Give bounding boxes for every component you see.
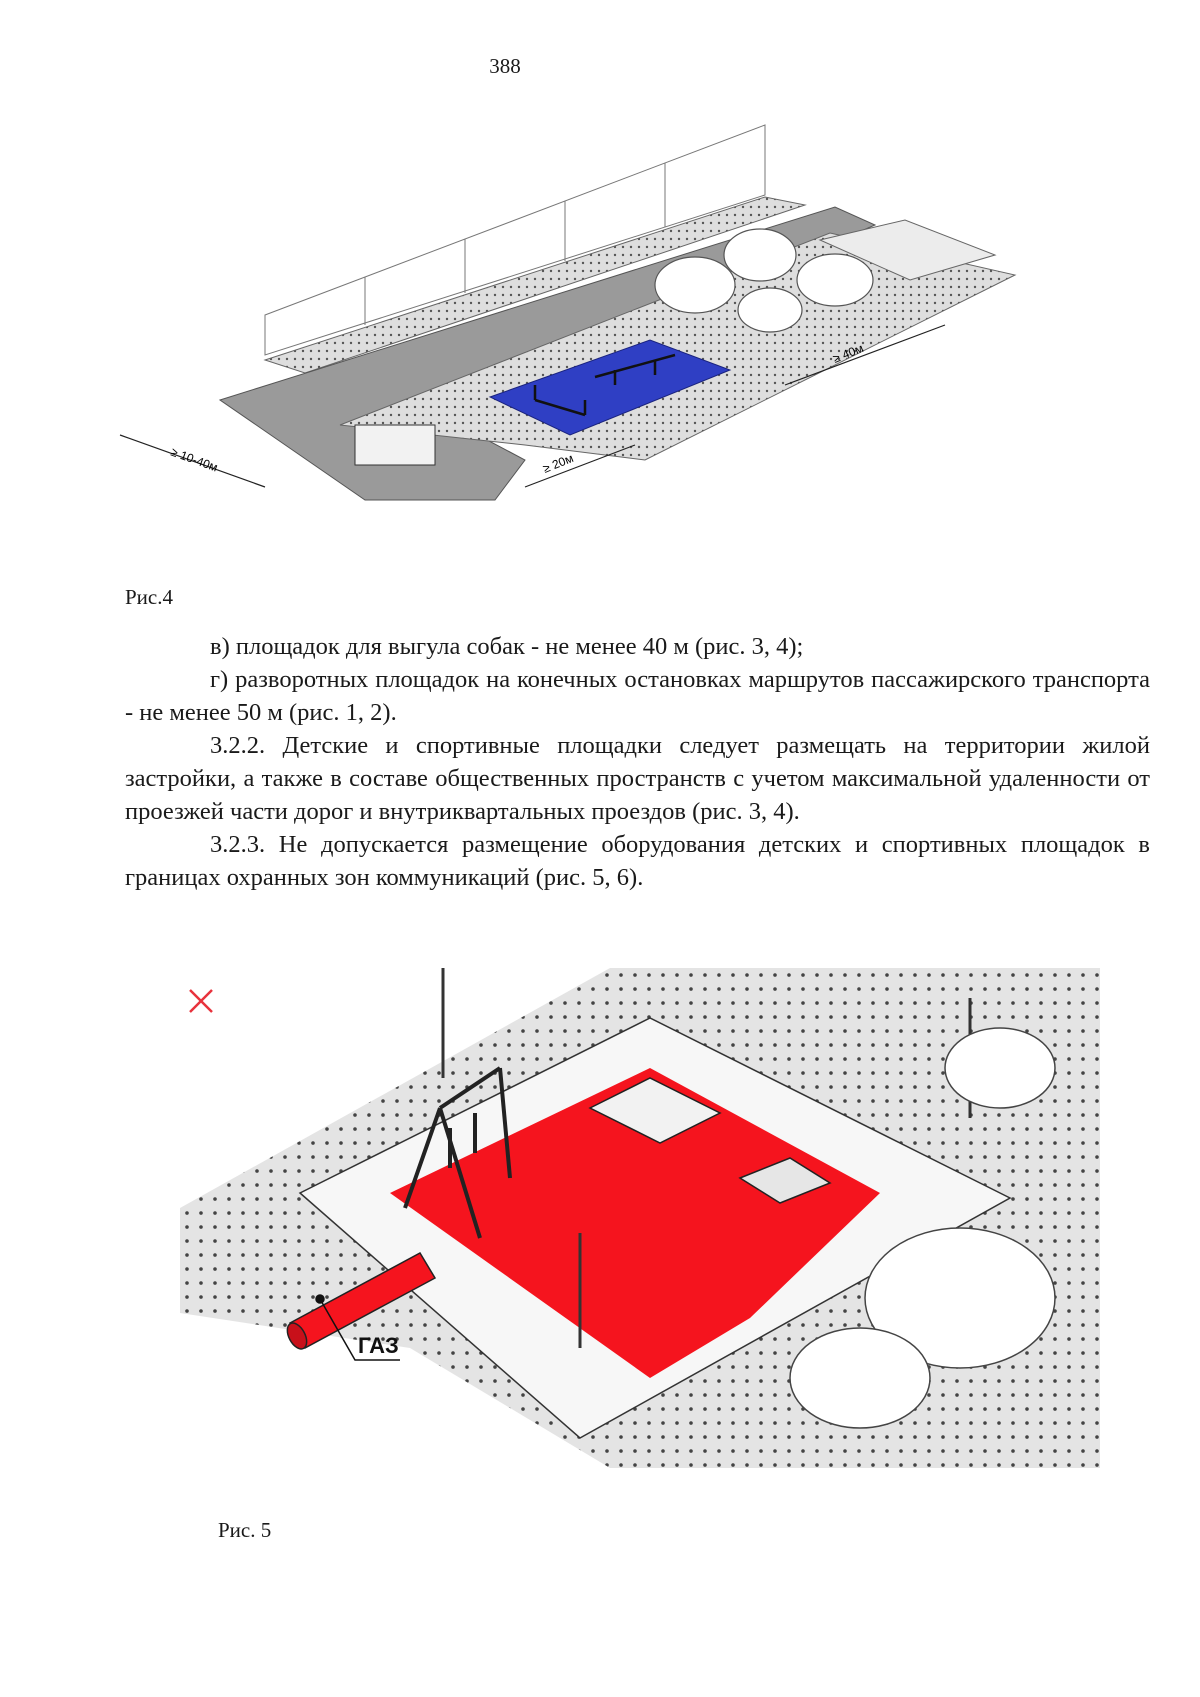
paragraph-3-2-2: 3.2.2. Детские и спортивные площадки следует размещать на территории жилой застройки, а также в составе общественных пространств с учетом максимальной удаленности от проезжей части дорог и внутриквартальных проездов (рис. 3, 4). bbox=[125, 732, 1150, 825]
figure-5-playground bbox=[180, 968, 1100, 1488]
bus-stop bbox=[355, 425, 435, 465]
dimension-label-40: ≥ 40м bbox=[830, 340, 866, 366]
cross-mark-icon bbox=[190, 990, 212, 1012]
paragraph-v: в) площадок для выгула собак - не менее 40 м (рис. 3, 4); bbox=[210, 633, 804, 660]
figure-4-caption: Рис.4 bbox=[125, 585, 173, 609]
body-text bbox=[125, 630, 1150, 894]
paragraph-3-2-3: 3.2.3. Не допускается размещение оборудования детских и спортивных площадок в границах охранных зон коммуникаций (рис. 5, 6). bbox=[125, 831, 1150, 891]
dimension-label-20: ≥ 20м bbox=[540, 450, 576, 476]
gas-label: ГАЗ bbox=[358, 1333, 399, 1358]
figure-4-site-plan bbox=[115, 115, 1045, 505]
figure-5-caption: Рис. 5 bbox=[218, 1518, 272, 1542]
dimension-label-10-40: ≥ 10-40м bbox=[168, 444, 220, 475]
paragraph-g: г) разворотных площадок на конечных остановках маршрутов пассажирского транспорта - не менее 50 м (рис. 1, 2). bbox=[125, 666, 1150, 726]
page-number: 388 bbox=[489, 54, 521, 78]
